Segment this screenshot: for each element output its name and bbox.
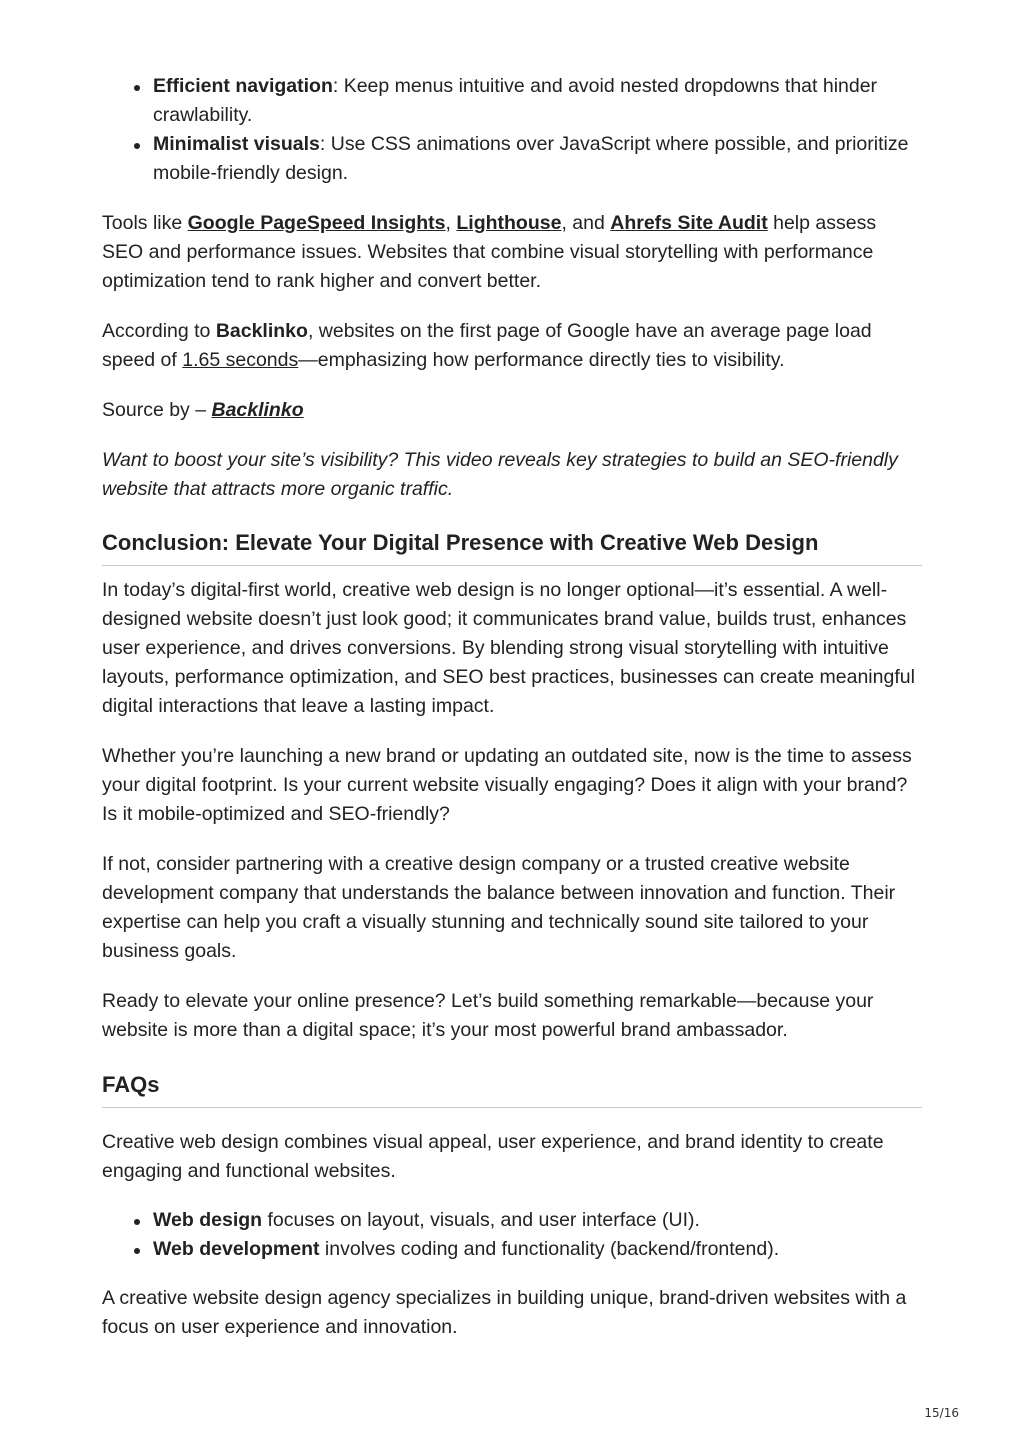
bullet-list-faqs bbox=[102, 1206, 922, 1264]
bullet-text: involves coding and functionality (backend/frontend). bbox=[319, 1238, 780, 1260]
text-segment: help assess SEO and performance issues. Websites that combine visual storytelling with performance optimization tend to rank higher and convert better. bbox=[102, 212, 877, 292]
list-item bbox=[102, 1206, 922, 1235]
bullet-term: Efficient navigation bbox=[153, 75, 333, 97]
bold-term: Backlinko bbox=[215, 320, 308, 342]
conclusion-heading: Conclusion: Elevate Your Digital Presence with Creative Web Design bbox=[102, 529, 922, 566]
bullet-text: : Keep menus intuitive and avoid nested dropdowns that hinder crawlability. bbox=[153, 75, 878, 126]
text-segment: , and bbox=[561, 212, 611, 234]
tools-paragraph bbox=[102, 209, 922, 296]
link-ahrefs-site-audit[interactable]: Ahrefs Site Audit bbox=[610, 212, 768, 234]
video-note: Want to boost your site’s visibility? This video reveals key strategies to build an SEO-friendly website that attracts more organic traffic. bbox=[102, 449, 898, 500]
conclusion-paragraph: Ready to elevate your online presence? Let’s build something remarkable—because your website is more than a digital space; it’s your most powerful brand ambassador. bbox=[102, 990, 874, 1041]
text-segment: According to bbox=[102, 320, 216, 342]
page-number: 15/16 bbox=[924, 1406, 959, 1420]
link-backlinko-source[interactable]: Backlinko bbox=[211, 399, 304, 421]
link-lighthouse[interactable]: Lighthouse bbox=[456, 212, 562, 234]
bullet-list-top bbox=[102, 72, 922, 188]
text-segment: —emphasizing how performance directly ties to visibility. bbox=[298, 349, 785, 371]
link-page-load-speed[interactable]: 1.65 seconds bbox=[182, 349, 299, 371]
source-line bbox=[102, 396, 922, 425]
conclusion-paragraph: In today’s digital-first world, creative web design is no longer optional—it’s essential. A well-designed website doesn’t just look good; it communicates brand value, builds trust, enhances user experience, and drives conversions. By blending strong visual storytelling with intuitive layouts, performance optimization, and SEO best practices, businesses can create meaningful digital interactions that leave a lasting impact. bbox=[102, 579, 915, 717]
text-segment: Source by – bbox=[102, 399, 212, 421]
text-segment: , bbox=[445, 212, 457, 234]
bullet-term: Minimalist visuals bbox=[153, 133, 320, 155]
conclusion-paragraph: If not, consider partnering with a creative design company or a trusted creative website development company that understands the balance between innovation and function. Their expertise can help you craft a visually stunning and technically sound site tailored to your business goals. bbox=[102, 853, 896, 962]
bullet-term: Web design bbox=[153, 1209, 263, 1231]
link-google-pagespeed-insights[interactable]: Google PageSpeed Insights bbox=[187, 212, 446, 234]
bullet-text: : Use CSS animations over JavaScript where possible, and prioritize mobile-friendly design. bbox=[153, 133, 909, 184]
bullet-term: Web development bbox=[153, 1238, 320, 1260]
list-item bbox=[102, 130, 922, 188]
list-item bbox=[102, 1235, 922, 1264]
faqs-heading: FAQs bbox=[102, 1071, 922, 1108]
text-segment: Tools like bbox=[102, 212, 188, 234]
backlinko-paragraph bbox=[102, 317, 922, 375]
conclusion-paragraph: Whether you’re launching a new brand or updating an outdated site, now is the time to assess your digital footprint. Is your current website visually engaging? Does it align with your brand? Is it mobile-optimized and SEO-friendly? bbox=[102, 745, 912, 825]
article-content bbox=[102, 70, 922, 1342]
bullet-text: focuses on layout, visuals, and user interface (UI). bbox=[262, 1209, 700, 1231]
text-segment: , websites on the first page of Google have an average page load speed of bbox=[102, 320, 872, 371]
faqs-closing: A creative website design agency specializes in building unique, brand-driven websites with a focus on user experience and innovation. bbox=[102, 1287, 907, 1338]
faqs-intro: Creative web design combines visual appeal, user experience, and brand identity to create engaging and functional websites. bbox=[102, 1131, 884, 1182]
list-item bbox=[102, 72, 922, 130]
